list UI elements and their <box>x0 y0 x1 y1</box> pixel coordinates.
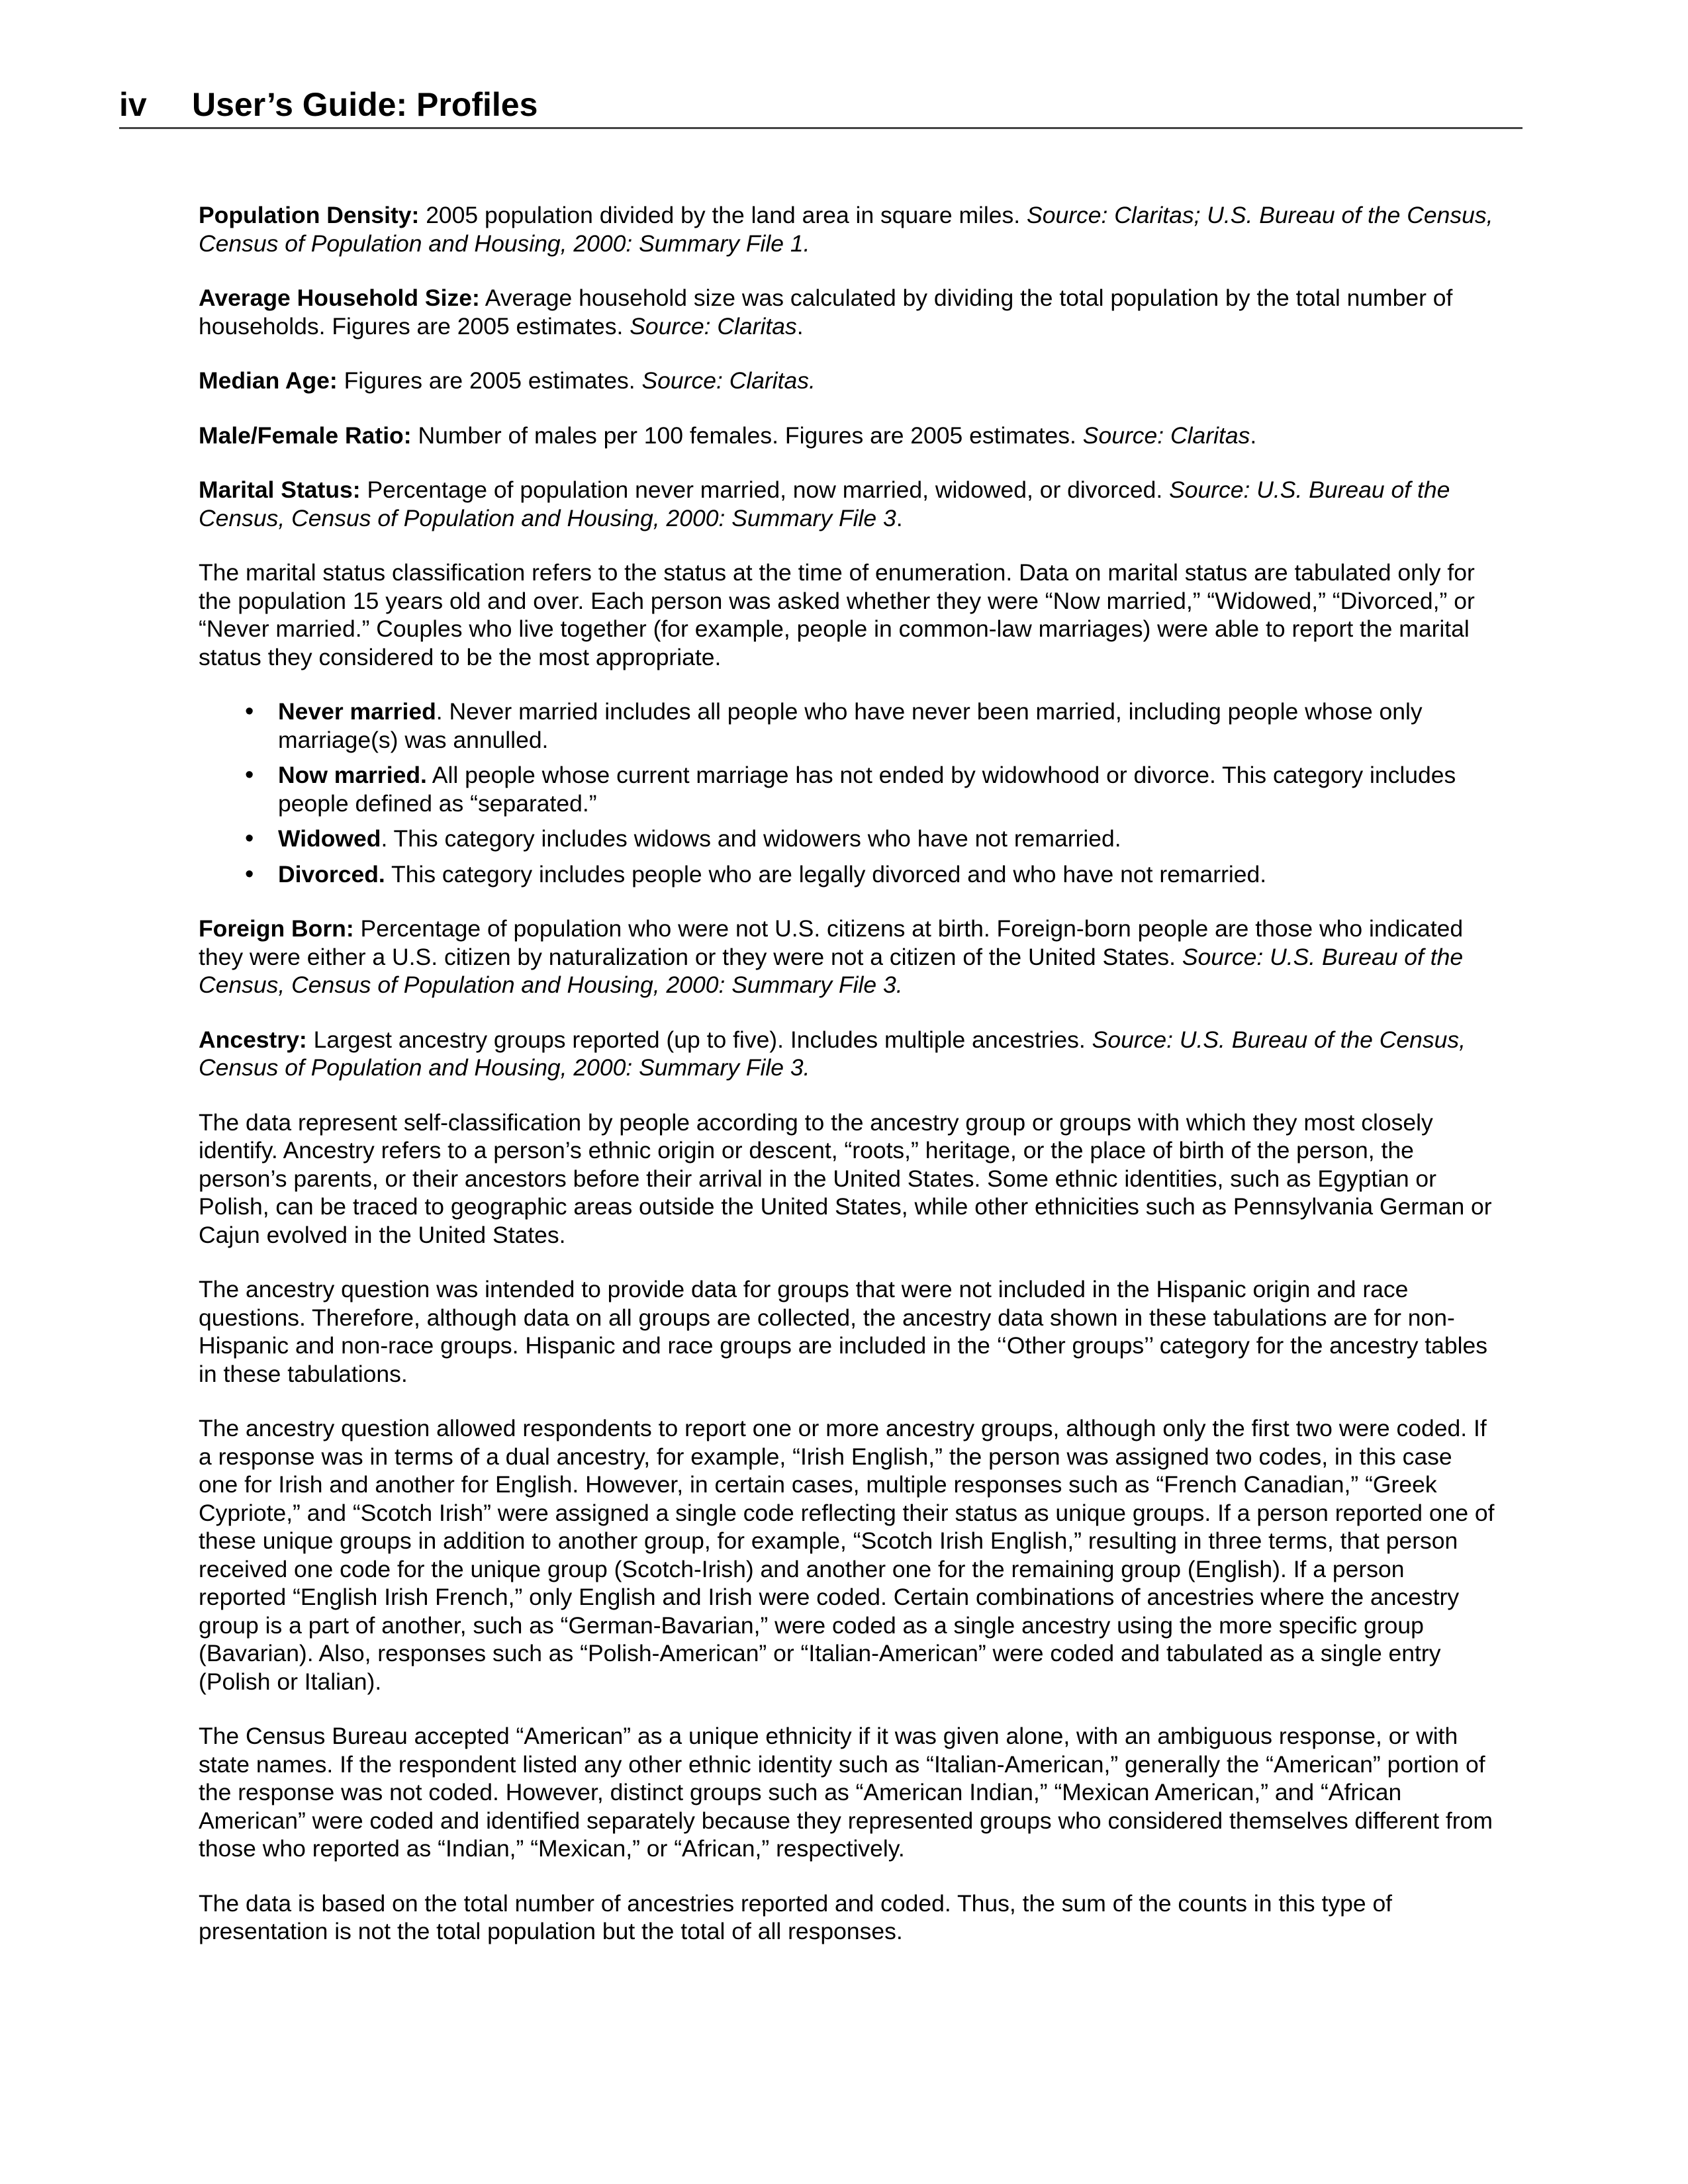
bullet-icon: • <box>245 761 254 789</box>
ancestry-paragraph: The Census Bureau accepted “American” as a unique ethnicity if it was given alone, with an ambiguous response, or with state names. If the respondent listed any other ethnic identity such as “Italian-American,” generally the “American” portion of the response was not coded. However, distinct groups such as “American Indian,” “Mexican American,” and “African American” were coded and identified separately because they represented groups who considered themselves different from those who reported as “Indian,” “Mexican,” or “African,” respectively. <box>199 1723 1493 1862</box>
bullet-icon: • <box>245 860 254 888</box>
source-citation: Source: Claritas <box>630 312 797 340</box>
definition-text: Average household size was calculated by dividing the total population by the total number of households. Figures are 2005 estimates. <box>199 285 1453 340</box>
punctuation: . <box>796 312 804 340</box>
page-number: iv <box>119 86 147 123</box>
definition-marital-status <box>199 476 1496 532</box>
definition-text: Number of males per 100 females. Figures are 2005 estimates. <box>411 422 1083 449</box>
source-citation: Source: U.S. Bureau of the Census, Census of Population and Housing, 2000: Summary File 3. <box>199 943 1464 998</box>
list-item-term: Widowed <box>278 825 381 852</box>
list-item-text: This category includes people who are legally divorced and who have not remarried. <box>385 860 1267 887</box>
definition-text: Figures are 2005 estimates. <box>337 367 642 394</box>
source-citation: Source: Claritas <box>1082 422 1250 449</box>
list-item <box>199 761 1496 817</box>
term-label: Foreign Born: <box>199 915 354 942</box>
definition-text: Percentage of population never married, now married, widowed, or divorced. <box>360 477 1170 503</box>
term-label: Male/Female Ratio: <box>199 422 412 449</box>
definition-text: Percentage of population who were not U.S. citizens at birth. Foreign-born people are those who indicated they were either a U.S. citizen by naturalization or they were not a citizen of the United States. <box>199 915 1464 970</box>
list-item-term: Never married <box>278 698 436 725</box>
ancestry-paragraph: The ancestry question was intended to provide data for groups that were not included in the Hispanic origin and race questions. Therefore, although data on all groups are collected, the ancestry data shown in these tabulations are for non-Hispanic and non-race groups. Hispanic and race groups are included in the ‘‘Other groups’’ category for the ancestry tables in these tabulations. <box>199 1276 1488 1387</box>
list-item-text: All people whose current marriage has not ended by widowhood or divorce. This category includes people defined as “separated.” <box>278 762 1456 817</box>
ancestry-paragraph: The data represent self-classification by people according to the ancestry group or groups with which they most closely identify. Ancestry refers to a person’s ethnic origin or descent, “roots,” heritage, or the place of birth of the person, the person’s parents, or their ancestors before their arrival in the United States. Some ethnic identities, such as Egyptian or Polish, can be traced to geographic areas outside the United States, while other ethnicities such as Pennsylvania German or Cajun evolved in the United States. <box>199 1109 1492 1248</box>
marital-status-list <box>199 698 1496 888</box>
list-item <box>199 825 1496 853</box>
list-item-text: . Never married includes all people who have never been married, including people whose only marriage(s) was annulled. <box>278 698 1423 753</box>
definition-text: 2005 population divided by the land area in square miles. <box>419 202 1027 228</box>
list-item-text: . This category includes widows and widowers who have not remarried. <box>381 825 1121 852</box>
marital-status-paragraph: The marital status classification refers to the status at the time of enumeration. Data on marital status are tabulated only for the population 15 years old and over. Each person was asked whether they were “Now married,” “Widowed,” “Divorced,” or “Never married.” Couples who live together (for example, people in common-law marriages) were able to report the marital status they considered to be the most appropriate. <box>199 559 1475 670</box>
definition-sex-ratio <box>199 422 1496 450</box>
definition-population-density <box>199 201 1496 257</box>
definition-ancestry <box>199 1026 1496 1082</box>
list-item <box>199 698 1496 754</box>
source-citation: Source: Claritas. <box>641 367 816 394</box>
page-header <box>119 85 1523 129</box>
bullet-icon: • <box>245 698 254 725</box>
list-item <box>199 860 1496 889</box>
term-label: Ancestry: <box>199 1026 307 1053</box>
source-citation: Source: U.S. Bureau of the Census, Census of Population and Housing, 2000: Summary File 3 <box>199 477 1450 531</box>
ancestry-paragraph: The data is based on the total number of ancestries reported and coded. Thus, the sum of the counts in this type of presentation is not the total population but the total of all responses. <box>199 1889 1393 1944</box>
punctuation: . <box>896 504 903 531</box>
term-label: Average Household Size: <box>199 285 480 311</box>
term-label: Population Density: <box>199 202 420 228</box>
document-body <box>199 201 1496 1972</box>
definition-household-size <box>199 284 1496 340</box>
list-item-term: Divorced. <box>278 860 385 887</box>
definition-foreign-born <box>199 915 1496 999</box>
source-citation: Source: U.S. Bureau of the Census, Census of Population and Housing, 2000: Summary File 3. <box>199 1026 1466 1081</box>
list-item-term: Now married. <box>278 762 427 788</box>
term-label: Median Age: <box>199 367 338 394</box>
source-citation: Source: Claritas; U.S. Bureau of the Census, Census of Population and Housing, 2000: Summary File 1. <box>199 202 1493 257</box>
page-title: User’s Guide: Profiles <box>192 86 538 123</box>
term-label: Marital Status: <box>199 477 361 503</box>
bullet-icon: • <box>245 825 254 852</box>
definition-text: Largest ancestry groups reported (up to five). Includes multiple ancestries. <box>306 1026 1092 1053</box>
punctuation: . <box>1250 422 1257 449</box>
definition-median-age <box>199 367 1496 395</box>
ancestry-paragraph: The ancestry question allowed respondents to report one or more ancestry groups, although only the first two were coded. If a response was in terms of a dual ancestry, for example, “Irish English,” the person was assigned two codes, in this case one for Irish and another for English. However, in certain cases, multiple responses such as “French Canadian,” “Greek Cypriote,” and “Scotch Irish” were assigned a single code reflecting their status as unique groups. If a person reported one of these unique groups in addition to another group, for example, “Scotch Irish English,” resulting in three terms, that person received one code for the unique group (Scotch-Irish) and another one for the remaining group (English). If a person reported “English Irish French,” only English and Irish were coded. Certain combinations of ancestries where the ancestry group is a part of another, such as “German-Bavarian,” were coded as a single ancestry using the more specific group (Bavarian). Also, responses such as “Polish-American” or “Italian-American” were coded and tabulated as a single entry (Polish or Italian). <box>199 1415 1495 1695</box>
